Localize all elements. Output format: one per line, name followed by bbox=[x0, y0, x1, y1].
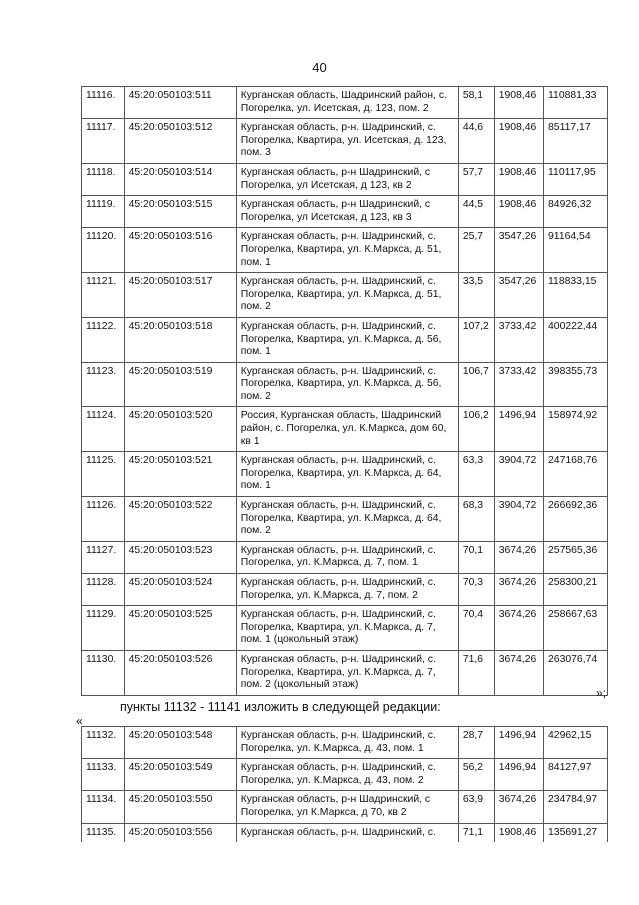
specific-value-cell: 3904,72 bbox=[494, 452, 543, 497]
specific-value-cell: 3674,26 bbox=[494, 574, 543, 606]
registry-table-bottom bbox=[81, 726, 608, 842]
table-row bbox=[82, 196, 608, 228]
cadastral-number-cell: 45:20:050103:517 bbox=[124, 273, 236, 318]
address-cell: Курганская область, р-н. Шадринский, с. Погорелка, Квартира, ул. К.Маркса, д. 7, пом. 2 (цокольный этаж) bbox=[236, 650, 458, 695]
area-cell: 58,1 bbox=[458, 87, 494, 119]
cadastral-number-cell: 45:20:050103:550 bbox=[124, 791, 236, 823]
row-number-cell: 11127. bbox=[82, 541, 125, 573]
cadastral-value-cell: 118833,15 bbox=[544, 273, 608, 318]
row-number-cell: 11116. bbox=[82, 87, 125, 119]
address-cell: Курганская область, р-н. Шадринский, с. Погорелка, ул. К.Маркса, д. 7, пом. 1 bbox=[236, 541, 458, 573]
table-row bbox=[82, 759, 608, 791]
address-cell: Курганская область, р-н Шадринский, с Погорелка, ул Исетская, д 123, кв 2 bbox=[236, 163, 458, 195]
row-number-cell: 11129. bbox=[82, 606, 125, 651]
row-number-cell: 11126. bbox=[82, 497, 125, 542]
cadastral-number-cell: 45:20:050103:548 bbox=[124, 727, 236, 759]
table-row bbox=[82, 317, 608, 362]
table-row bbox=[82, 362, 608, 407]
area-cell: 44,5 bbox=[458, 196, 494, 228]
registry-table-top bbox=[81, 86, 608, 696]
table-row bbox=[82, 650, 608, 695]
address-cell: Курганская область, р-н. Шадринский, с. Погорелка, ул. К.Маркса, д. 43, пом. 2 bbox=[236, 759, 458, 791]
address-cell: Курганская область, р-н. Шадринский, с. Погорелка, ул. К.Маркса, д. 43, пом. 1 bbox=[236, 727, 458, 759]
address-cell: Курганская область, р-н. Шадринский, с. Погорелка, Квартира, ул. К.Маркса, д. 56, пом. 1 bbox=[236, 317, 458, 362]
area-cell: 63,9 bbox=[458, 791, 494, 823]
row-number-cell: 11132. bbox=[82, 727, 125, 759]
specific-value-cell: 1908,46 bbox=[494, 163, 543, 195]
area-cell: 107,2 bbox=[458, 317, 494, 362]
specific-value-cell: 1908,46 bbox=[494, 119, 543, 164]
cadastral-value-cell: 400222,44 bbox=[544, 317, 608, 362]
area-cell: 71,6 bbox=[458, 650, 494, 695]
table-body bbox=[82, 87, 608, 696]
row-number-cell: 11125. bbox=[82, 452, 125, 497]
area-cell: 71,1 bbox=[458, 823, 494, 842]
cadastral-number-cell: 45:20:050103:516 bbox=[124, 228, 236, 273]
cadastral-number-cell: 45:20:050103:522 bbox=[124, 497, 236, 542]
cadastral-value-cell: 258667,63 bbox=[544, 606, 608, 651]
specific-value-cell: 3547,26 bbox=[494, 273, 543, 318]
address-cell: Курганская область, р-н. Шадринский, с. Погорелка, Квартира, ул. К.Маркса, д. 64, пом. 2 bbox=[236, 497, 458, 542]
cadastral-number-cell: 45:20:050103:524 bbox=[124, 574, 236, 606]
table-row bbox=[82, 574, 608, 606]
cadastral-number-cell: 45:20:050103:518 bbox=[124, 317, 236, 362]
address-cell: Курганская область, р-н. Шадринский, с. Погорелка, Квартира, ул. К.Маркса, д. 51, пом. 1 bbox=[236, 228, 458, 273]
table-row bbox=[82, 823, 608, 842]
cadastral-number-cell: 45:20:050103:514 bbox=[124, 163, 236, 195]
cadastral-number-cell: 45:20:050103:519 bbox=[124, 362, 236, 407]
table-row bbox=[82, 497, 608, 542]
row-number-cell: 11119. bbox=[82, 196, 125, 228]
area-cell: 57,7 bbox=[458, 163, 494, 195]
table-row bbox=[82, 407, 608, 452]
row-number-cell: 11120. bbox=[82, 228, 125, 273]
cadastral-value-cell: 398355,73 bbox=[544, 362, 608, 407]
row-number-cell: 11133. bbox=[82, 759, 125, 791]
specific-value-cell: 3674,26 bbox=[494, 541, 543, 573]
address-cell: Курганская область, р-н. Шадринский, с. Погорелка, Квартира, ул. К.Маркса, д. 64, пом. 1 bbox=[236, 452, 458, 497]
cadastral-value-cell: 110117,95 bbox=[544, 163, 608, 195]
specific-value-cell: 1908,46 bbox=[494, 87, 543, 119]
specific-value-cell: 3733,42 bbox=[494, 317, 543, 362]
table-body bbox=[82, 727, 608, 843]
address-cell: Курганская область, р-н. Шадринский, с. Погорелка, Квартира, ул. К.Маркса, д. 56, пом. 2 bbox=[236, 362, 458, 407]
cadastral-value-cell: 135691,27 bbox=[544, 823, 608, 842]
row-number-cell: 11118. bbox=[82, 163, 125, 195]
area-cell: 25,7 bbox=[458, 228, 494, 273]
specific-value-cell: 1496,94 bbox=[494, 759, 543, 791]
table-row bbox=[82, 163, 608, 195]
row-number-cell: 11121. bbox=[82, 273, 125, 318]
address-cell: Курганская область, р-н Шадринский, с Погорелка, ул К.Маркса, д 70, кв 2 bbox=[236, 791, 458, 823]
row-number-cell: 11135. bbox=[82, 823, 125, 842]
cadastral-number-cell: 45:20:050103:556 bbox=[124, 823, 236, 842]
area-cell: 68,3 bbox=[458, 497, 494, 542]
area-cell: 44,6 bbox=[458, 119, 494, 164]
cadastral-value-cell: 85117,17 bbox=[544, 119, 608, 164]
specific-value-cell: 1496,94 bbox=[494, 727, 543, 759]
cadastral-number-cell: 45:20:050103:525 bbox=[124, 606, 236, 651]
row-number-cell: 11123. bbox=[82, 362, 125, 407]
cadastral-value-cell: 84127,97 bbox=[544, 759, 608, 791]
table-row bbox=[82, 452, 608, 497]
cadastral-value-cell: 42962,15 bbox=[544, 727, 608, 759]
address-cell: Курганская область, Шадринский район, с. Погорелка, ул. Исетская, д. 123, пом. 2 bbox=[236, 87, 458, 119]
area-cell: 33,5 bbox=[458, 273, 494, 318]
cadastral-value-cell: 84926,32 bbox=[544, 196, 608, 228]
row-number-cell: 11134. bbox=[82, 791, 125, 823]
specific-value-cell: 3674,26 bbox=[494, 650, 543, 695]
area-cell: 28,7 bbox=[458, 727, 494, 759]
row-number-cell: 11117. bbox=[82, 119, 125, 164]
area-cell: 56,2 bbox=[458, 759, 494, 791]
opening-quote: « bbox=[76, 714, 83, 728]
area-cell: 70,3 bbox=[458, 574, 494, 606]
specific-value-cell: 1908,46 bbox=[494, 196, 543, 228]
area-cell: 106,7 bbox=[458, 362, 494, 407]
cadastral-value-cell: 257565,36 bbox=[544, 541, 608, 573]
specific-value-cell: 3674,26 bbox=[494, 791, 543, 823]
cadastral-number-cell: 45:20:050103:515 bbox=[124, 196, 236, 228]
cadastral-value-cell: 266692,36 bbox=[544, 497, 608, 542]
specific-value-cell: 1908,46 bbox=[494, 823, 543, 842]
specific-value-cell: 3674,26 bbox=[494, 606, 543, 651]
area-cell: 63,3 bbox=[458, 452, 494, 497]
cadastral-number-cell: 45:20:050103:511 bbox=[124, 87, 236, 119]
cadastral-value-cell: 258300,21 bbox=[544, 574, 608, 606]
address-cell: Курганская область, р-н. Шадринский, с. Погорелка, ул. К.Маркса, д. 7, пом. 2 bbox=[236, 574, 458, 606]
table-row bbox=[82, 791, 608, 823]
table-row bbox=[82, 273, 608, 318]
address-cell: Курганская область, р-н. Шадринский, с. bbox=[236, 823, 458, 842]
closing-quote: »; bbox=[596, 686, 607, 700]
table-row bbox=[82, 87, 608, 119]
row-number-cell: 11122. bbox=[82, 317, 125, 362]
cadastral-value-cell: 234784,97 bbox=[544, 791, 608, 823]
specific-value-cell: 1496,94 bbox=[494, 407, 543, 452]
cadastral-number-cell: 45:20:050103:549 bbox=[124, 759, 236, 791]
cadastral-number-cell: 45:20:050103:526 bbox=[124, 650, 236, 695]
cadastral-value-cell: 247168,76 bbox=[544, 452, 608, 497]
address-cell: Курганская область, р-н. Шадринский, с. Погорелка, Квартира, ул. Исетская, д. 123, пом. 3 bbox=[236, 119, 458, 164]
row-number-cell: 11130. bbox=[82, 650, 125, 695]
specific-value-cell: 3733,42 bbox=[494, 362, 543, 407]
address-cell: Курганская область, р-н Шадринский, с Погорелка, ул Исетская, д 123, кв 3 bbox=[236, 196, 458, 228]
address-cell: Курганская область, р-н. Шадринский, с. Погорелка, Квартира, ул. К.Маркса, д. 7, пом. 1 (цокольный этаж) bbox=[236, 606, 458, 651]
table-row bbox=[82, 228, 608, 273]
cadastral-value-cell: 91164,54 bbox=[544, 228, 608, 273]
row-number-cell: 11124. bbox=[82, 407, 125, 452]
table-row bbox=[82, 727, 608, 759]
amendment-instruction: пункты 11132 - 11141 изложить в следующей редакции: bbox=[120, 700, 441, 714]
address-cell: Курганская область, р-н. Шадринский, с. Погорелка, Квартира, ул. К.Маркса, д. 51, пом. 2 bbox=[236, 273, 458, 318]
area-cell: 106,2 bbox=[458, 407, 494, 452]
cadastral-number-cell: 45:20:050103:520 bbox=[124, 407, 236, 452]
cadastral-value-cell: 110881,33 bbox=[544, 87, 608, 119]
address-cell: Россия, Курганская область, Шадринский район, с. Погорелка, ул. К.Маркса, дом 60, кв 1 bbox=[236, 407, 458, 452]
cadastral-value-cell: 263076,74 bbox=[544, 650, 608, 695]
area-cell: 70,1 bbox=[458, 541, 494, 573]
specific-value-cell: 3547,26 bbox=[494, 228, 543, 273]
specific-value-cell: 3904,72 bbox=[494, 497, 543, 542]
table-row bbox=[82, 119, 608, 164]
cadastral-value-cell: 158974,92 bbox=[544, 407, 608, 452]
table-row bbox=[82, 606, 608, 651]
area-cell: 70,4 bbox=[458, 606, 494, 651]
cadastral-number-cell: 45:20:050103:512 bbox=[124, 119, 236, 164]
table-row bbox=[82, 541, 608, 573]
cadastral-number-cell: 45:20:050103:523 bbox=[124, 541, 236, 573]
cadastral-number-cell: 45:20:050103:521 bbox=[124, 452, 236, 497]
row-number-cell: 11128. bbox=[82, 574, 125, 606]
page-number: 40 bbox=[312, 60, 327, 75]
